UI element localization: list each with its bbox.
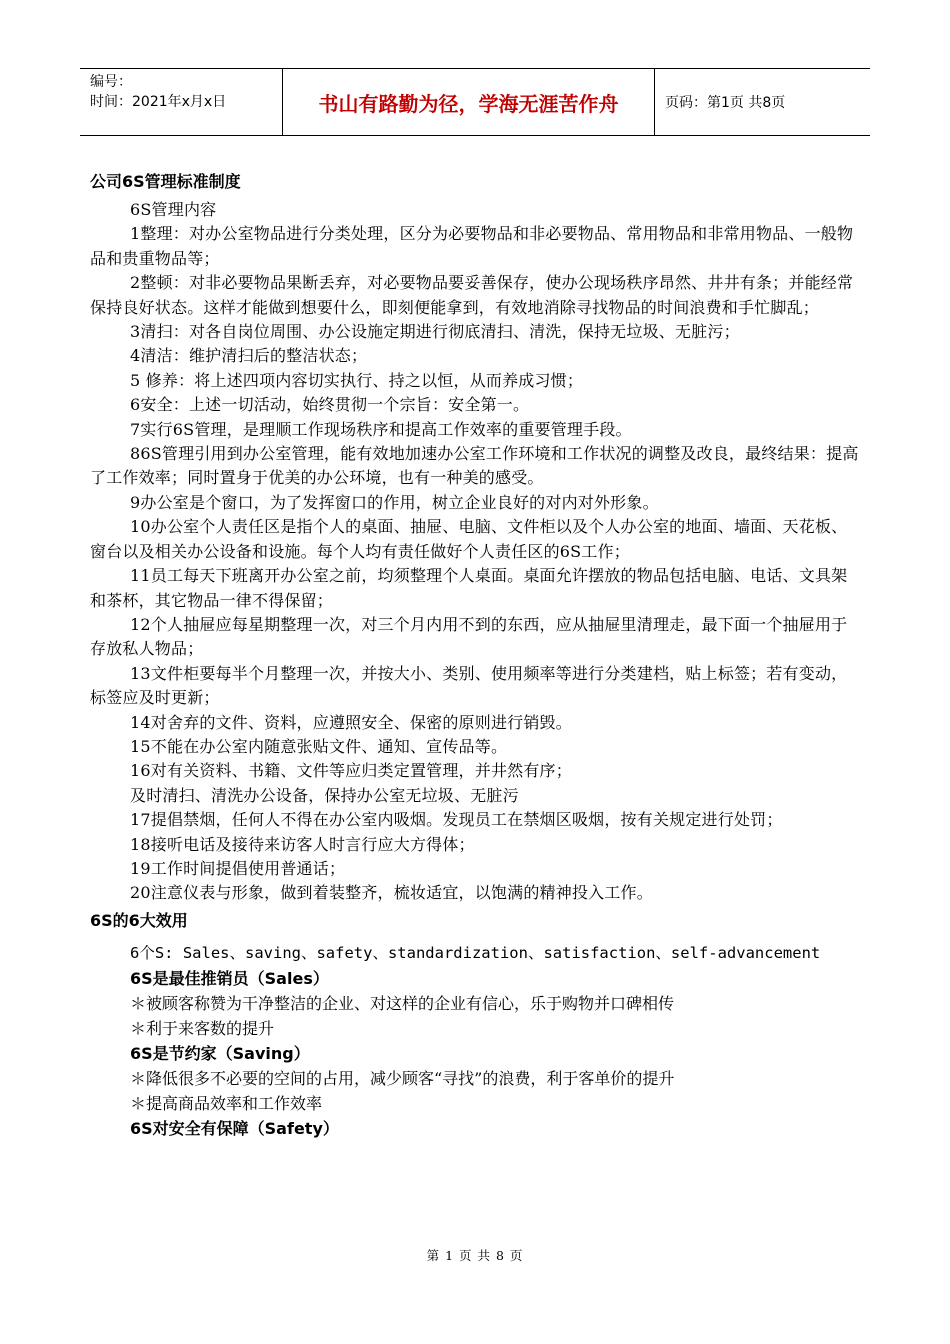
paragraph: 5 修养：将上述四项内容切实执行、持之以恒，从而养成习惯；	[130, 370, 584, 390]
page-footer: 第 1 页 共 8 页	[426, 1248, 524, 1263]
paragraph: 20注意仪表与形象，做到着装整齐，梳妆适宜，以饱满的精神投入工作。	[130, 883, 653, 903]
paragraph: 6S管理内容	[130, 200, 217, 219]
paragraph: 18接听电话及接待来访客人时言行应大方得体；	[130, 834, 475, 854]
paragraph: 86S管理引用到办公室管理，能有效地加速办公室工作环境和工作状况的调整及改良，最终结果：提高了工作效率；同时置身于优美的办公环境，也有一种美的感受。	[90, 444, 859, 488]
paragraph: 3清扫：对各自岗位周围、办公设施定期进行彻底清扫、清洗，保持无垃圾、无脏污；	[130, 322, 740, 342]
paragraph: 17提倡禁烟，任何人不得在办公室内吸烟。发现员工在禁烟区吸烟，按有关规定进行处罚；	[130, 810, 783, 830]
paragraph-list	[90, 198, 860, 906]
bullet-item: ＊被顾客称赞为干净整洁的企业、对这样的企业有信心，乐于购物并口碑相传	[130, 993, 675, 1013]
number-label: 编号：	[90, 74, 132, 90]
subsection-title-saving: 6S是节约家（Saving）	[130, 1043, 310, 1063]
header-table	[80, 68, 870, 136]
motto: 书山有路勤为径，学海无涯苦作舟	[283, 69, 655, 135]
paragraph: 7实行6S管理，是理顺工作现场秩序和提高工作效率的重要管理手段。	[130, 419, 632, 439]
document-body	[90, 168, 860, 1141]
bullet-item: ＊提高商品效率和工作效率	[130, 1093, 323, 1113]
paragraph: 16对有关资料、书籍、文件等应归类定置管理，并井然有序；	[130, 761, 572, 781]
paragraph: 及时清扫、清洗办公设备，保持办公室无垃圾、无脏污	[130, 785, 519, 805]
paragraph: 9办公室是个窗口，为了发挥窗口的作用，树立企业良好的对内对外形象。	[130, 492, 659, 512]
section-title: 6S的6大效用	[90, 910, 188, 930]
bullet-item: ＊利于来客数的提升	[130, 1018, 275, 1038]
bullet-item: ＊降低很多不必要的空间的占用，减少顾客“寻找”的浪费，利于客单价的提升	[130, 1068, 675, 1088]
paragraph: 10办公室个人责任区是指个人的桌面、抽屉、电脑、文件柜以及个人办公室的地面、墙面、天花板、窗台以及相关办公设备和设施。每个人均有责任做好个人责任区的6S工作；	[90, 517, 848, 561]
paragraph: 15不能在办公室内随意张贴文件、通知、宣传品等。	[130, 736, 508, 756]
paragraph: 12个人抽屉应每星期整理一次，对三个月内用不到的东西，应从抽屉里清理走，最下面一个抽屉用于存放私人物品；	[90, 614, 848, 659]
paragraph: 13文件柜要每半个月整理一次，并按大小、类别、使用频率等进行分类建档，贴上标签；若有变动，标签应及时更新；	[90, 663, 848, 708]
paragraph: 19工作时间提倡使用普通话；	[130, 858, 346, 878]
paragraph: 1整理：对办公室物品进行分类处理，区分为必要物品和非必要物品、常用物品和非常用物品、一般物品和贵重物品等；	[90, 224, 854, 268]
paragraph: 6安全：上述一切活动，始终贯彻一个宗旨：安全第一。	[130, 395, 530, 415]
subsection-title-sales: 6S是最佳推销员（Sales）	[130, 968, 329, 988]
section-intro: 6个S: Sales、saving、safety、standardization、satisfaction、self-advancement	[130, 943, 821, 962]
subsection-title-safety: 6S对安全有保障（Safety）	[130, 1118, 339, 1138]
document-title: 公司6S管理标准制度	[90, 172, 241, 191]
header-meta-cell	[80, 69, 283, 135]
paragraph: 4清洁：维护清扫后的整洁状态；	[130, 346, 368, 366]
paragraph: 14对舍弃的文件、资料，应遵照安全、保密的原则进行销毁。	[130, 712, 572, 732]
paragraph: 2整顿：对非必要物品果断丢弃，对必要物品要妥善保存，使办公现场秩序昂然、井井有条；并能经常保持良好状态。这样才能做到想要什么，即刻便能拿到，有效地消除寻找物品的时间浪费和手忙脚乱；	[90, 273, 854, 317]
paragraph: 11员工每天下班离开办公室之前，均须整理个人桌面。桌面允许摆放的物品包括电脑、电话、文具架和茶杯，其它物品一律不得保留；	[90, 566, 848, 610]
page-label: 页码：第1页 共8页	[665, 95, 786, 111]
time-label: 时间：2021年x月x日	[90, 94, 227, 110]
